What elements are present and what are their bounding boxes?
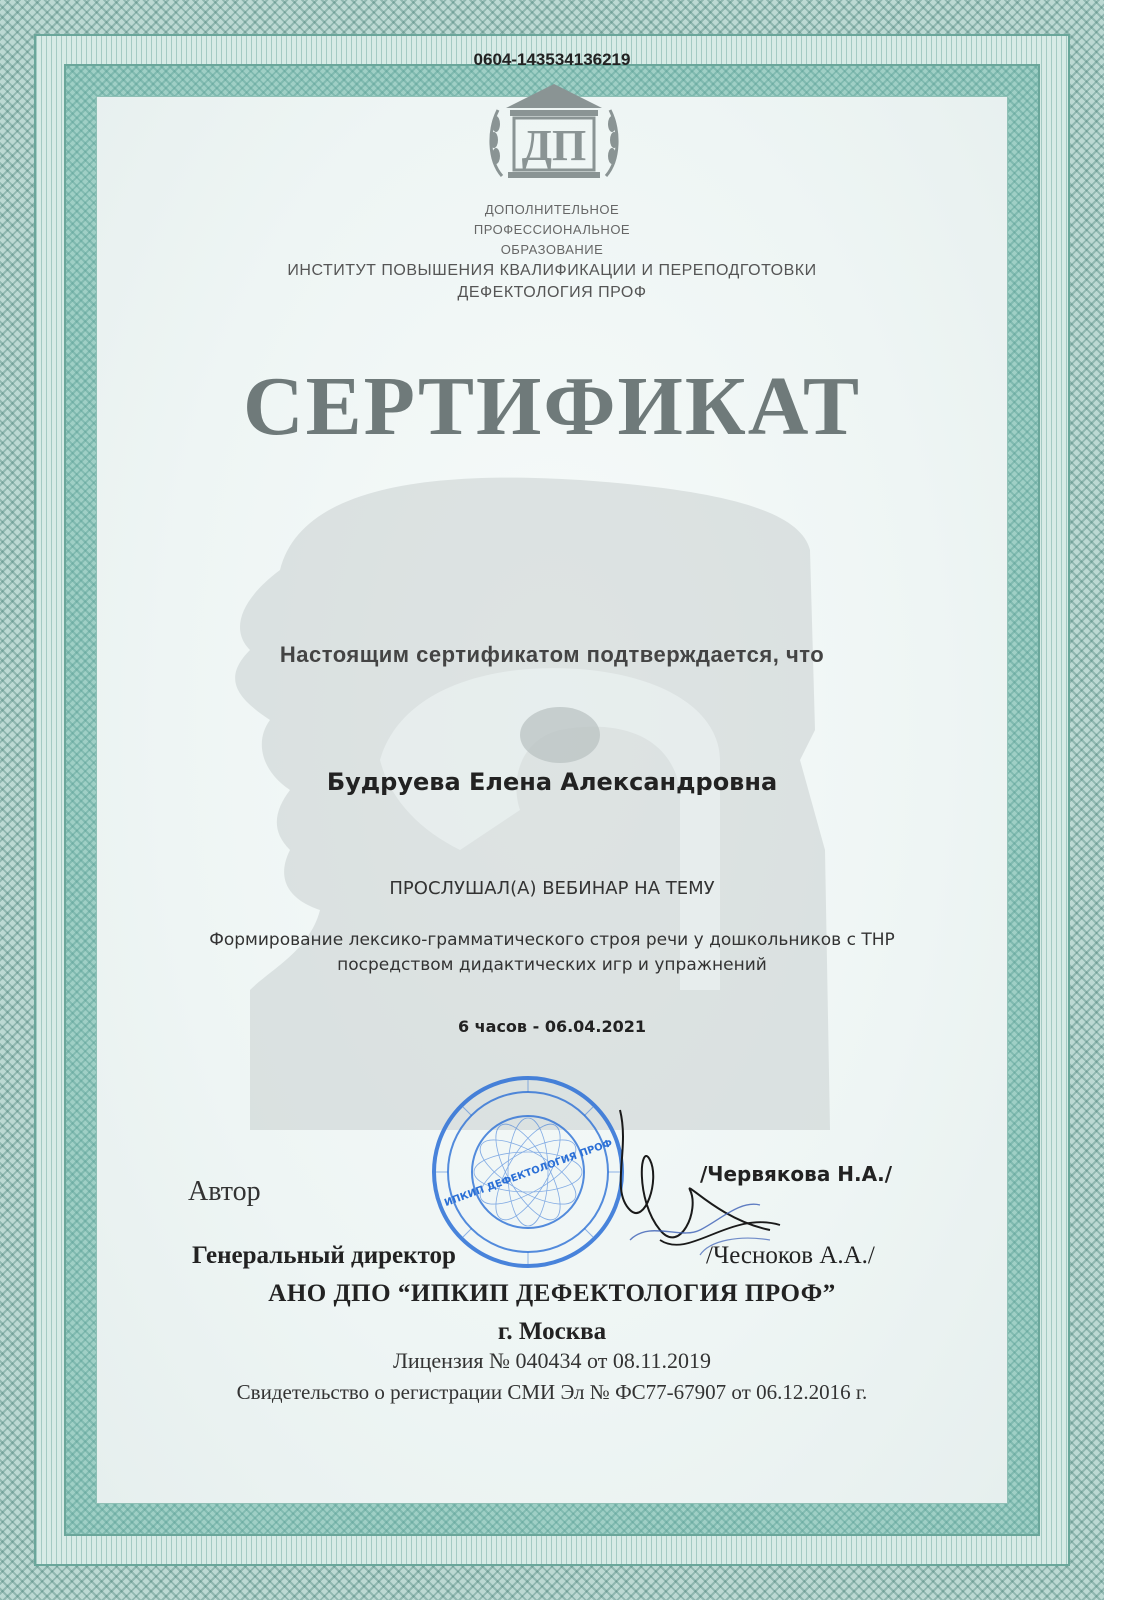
org-line-1: ДОПОЛНИТЕЛЬНОЕ	[484, 202, 620, 217]
org-line-5: ДЕФЕКТОЛОГИЯ ПРОФ	[457, 284, 647, 301]
director-name: /Чесноков А.А./	[706, 1242, 875, 1269]
intro-text: Настоящим сертификатом подтверждается, что	[279, 642, 825, 667]
logo-text: ДП	[521, 121, 587, 170]
org-line-2: ПРОФЕССИОНАЛЬНОЕ	[473, 222, 631, 237]
institute-logo	[484, 80, 624, 190]
author-label: Автор	[188, 1176, 261, 1207]
hours-date: 6 часов - 06.04.2021	[457, 1017, 647, 1036]
city: г. Москва	[497, 1318, 607, 1345]
media-registration: Свидетельство о регистрации СМИ Эл № ФС77-67907 от 06.12.2016 г.	[236, 1380, 868, 1404]
listened-label: ПРОСЛУШАЛ(А) ВЕБИНАР НА ТЕМУ	[389, 878, 715, 899]
license-info: Лицензия № 040434 от 08.11.2019	[392, 1348, 712, 1373]
director-label: Генеральный директор	[192, 1242, 456, 1269]
certificate-title: СЕРТИФИКАТ	[242, 360, 862, 453]
org-line-4: ИНСТИТУТ ПОВЫШЕНИЯ КВАЛИФИКАЦИИ И ПЕРЕПОДГОТОВКИ	[287, 262, 817, 279]
stamp-text: ИПКИП ДЕФЕКТОЛОГИЯ ПРОФ	[443, 1137, 615, 1210]
registration-number: 0604-143534136219	[473, 50, 631, 69]
org-line-3: ОБРАЗОВАНИЕ	[500, 242, 604, 257]
author-name: /Червякова Н.А./	[700, 1162, 892, 1186]
webinar-topic: Формирование лексико-грамматического строя речи у дошкольников с ТНР посредством дидактических игр и упражнений	[209, 930, 895, 975]
recipient-name: Будруева Елена Александровна	[326, 768, 778, 796]
handwritten-signature	[590, 1090, 790, 1280]
organization-full-name: АНО ДПО “ИПКИП ДЕФЕКТОЛОГИЯ ПРОФ”	[268, 1280, 836, 1307]
